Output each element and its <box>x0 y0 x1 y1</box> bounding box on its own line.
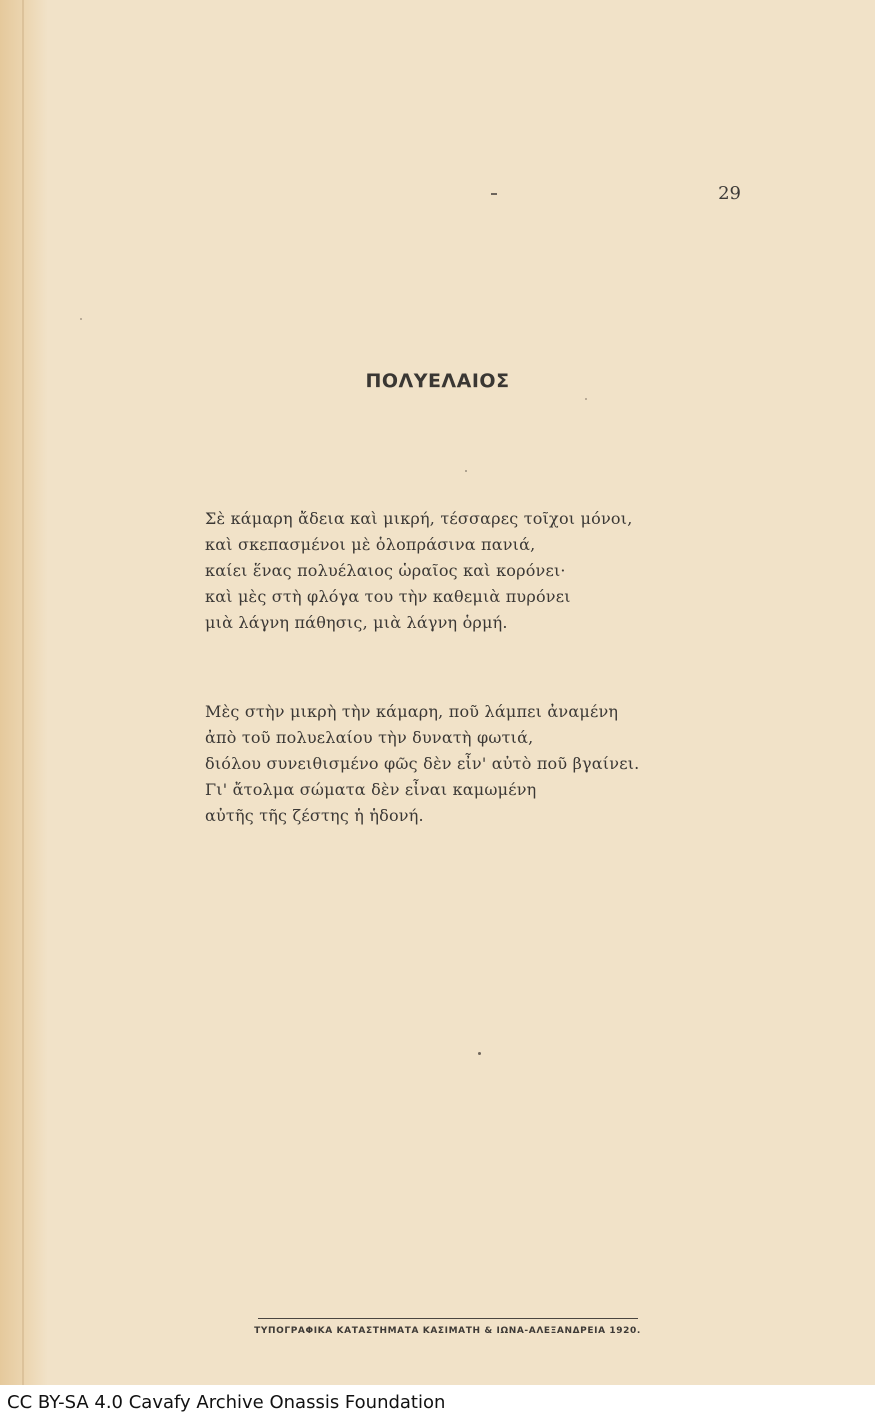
ink-dash-mark <box>491 193 497 195</box>
verse-line: Μὲς στὴν μικρὴ τὴν κάμαρη, ποῦ λάμπει ἀναμένη <box>205 702 619 721</box>
page-edge-shadow <box>0 0 48 1385</box>
poem-title: ΠΟΛΥΕΛΑΙΟΣ <box>365 370 510 392</box>
page-fold-line <box>22 0 24 1385</box>
verse-line: Γι' ἄτολμα σώματα δὲν εἶναι καμωμένη <box>205 780 537 799</box>
stanza-1 <box>205 506 633 636</box>
stanza-2 <box>205 699 639 829</box>
verse-line: καὶ σκεπασμένοι μὲ ὁλοπράσινα πανιά, <box>205 535 536 554</box>
verse-line: καὶ μὲς στὴ φλόγα του τὴν καθεμιὰ πυρόνει <box>205 587 571 606</box>
verse-line: μιὰ λάγνη πάθησις, μιὰ λάγνη ὁρμή. <box>205 613 508 632</box>
verse-line: διόλου συνειθισμένο φῶς δὲν εἶν' αὐτὸ ποῦ βγαίνει. <box>205 754 640 773</box>
verse-line: αὐτῆς τῆς ζέστης ἡ ἡδονή. <box>205 806 424 825</box>
paper-speck <box>478 1052 481 1055</box>
paper-speck <box>465 470 467 472</box>
footer-rule <box>258 1318 638 1319</box>
verse-line: καίει ἕνας πολυέλαιος ὡραῖος καὶ κορόνει· <box>205 561 566 580</box>
verse-line: ἀπὸ τοῦ πολυελαίου τὴν δυνατὴ φωτιά, <box>205 728 534 747</box>
verse-line: Σὲ κάμαρη ἄδεια καὶ μικρή, τέσσαρες τοῖχοι μόνοι, <box>205 509 633 528</box>
license-credit: CC BY-SA 4.0 Cavafy Archive Onassis Foundation <box>7 1392 446 1413</box>
printer-imprint: ΤΥΠΟΓΡΑΦΙΚΑ ΚΑΤΑΣΤΗΜΑΤΑ ΚΑΣΙΜΑΤΗ & ΙΩΝΑ-ΑΛΕΞΑΝΔΡΕΙΑ 1920. <box>254 1326 641 1336</box>
page-number: 29 <box>718 183 741 204</box>
paper-speck <box>585 398 587 400</box>
paper-speck <box>80 318 82 320</box>
